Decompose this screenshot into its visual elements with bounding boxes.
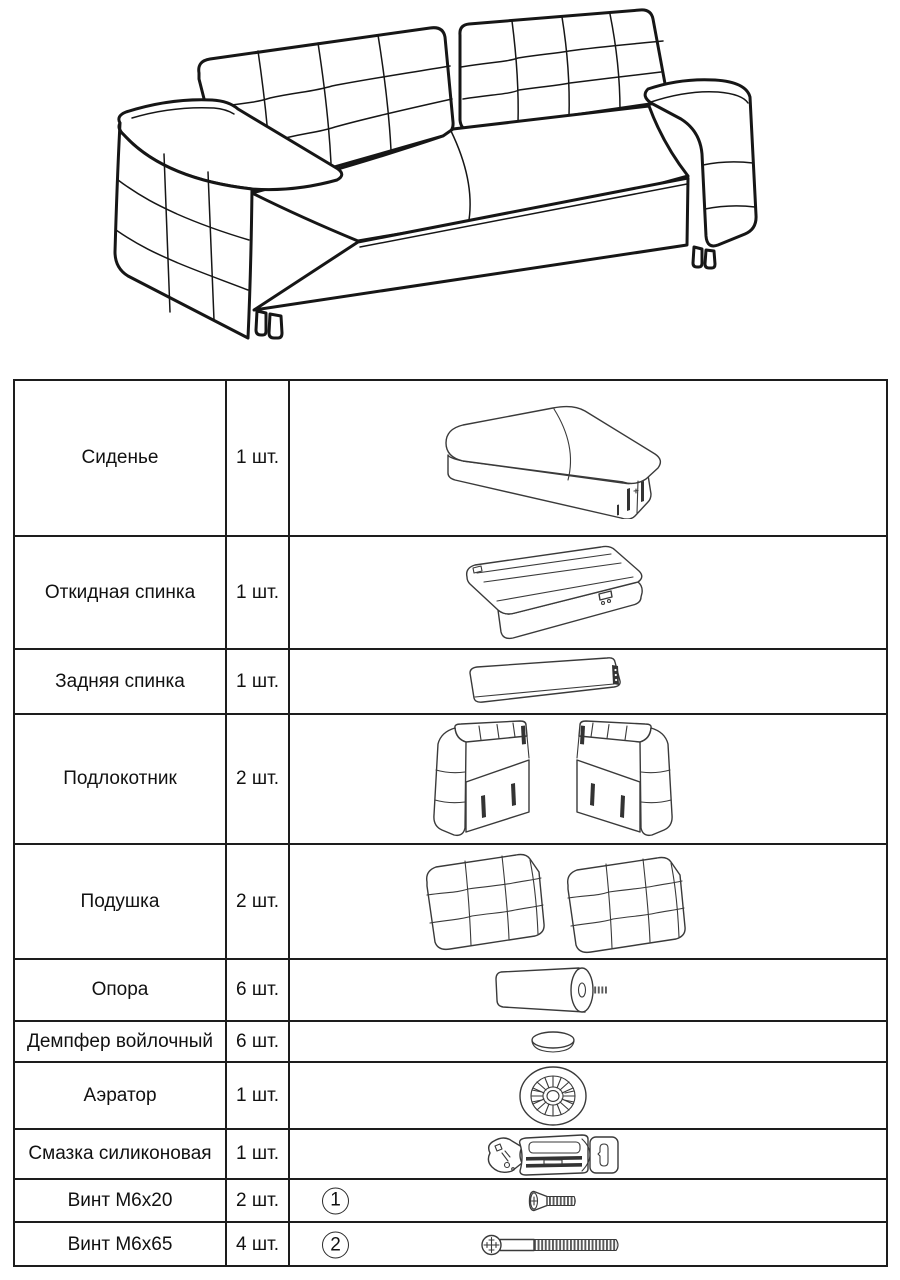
table-row — [15, 1178, 886, 1221]
part-name: Смазка силиконовая — [15, 1130, 227, 1178]
part-illustration-cell — [290, 845, 886, 958]
part-number: 2 — [330, 1234, 341, 1255]
part-qty: 1 шт. — [227, 1130, 290, 1178]
part-qty: 1 шт. — [227, 1063, 290, 1128]
table-row — [15, 958, 886, 1020]
part-illustration-cell — [290, 1022, 886, 1061]
table-row — [15, 1020, 886, 1061]
part-name: Задняя спинка — [15, 650, 227, 713]
part-name: Подлокотник — [15, 715, 227, 843]
part-name: Подушка — [15, 845, 227, 958]
parts-table — [13, 379, 888, 1267]
part-qty: 1 шт. — [227, 537, 290, 648]
part-qty: 2 шт. — [227, 715, 290, 843]
part-qty: 6 шт. — [227, 960, 290, 1020]
part-name: Аэратор — [15, 1063, 227, 1128]
part-name: Демпфер войлочный — [15, 1022, 227, 1061]
table-row — [15, 1061, 886, 1128]
silicone-grease-illustration — [482, 1131, 624, 1177]
part-name: Винт М6х65 — [15, 1223, 227, 1267]
rear-back-panel-illustration — [463, 656, 643, 708]
part-name: Откидная спинка — [15, 537, 227, 648]
part-name: Опора — [15, 960, 227, 1020]
part-qty: 2 шт. — [227, 845, 290, 958]
sofa-illustration — [102, 2, 762, 354]
part-illustration-cell — [290, 1130, 886, 1178]
part-number-badge — [322, 1232, 349, 1259]
part-illustration-cell — [290, 381, 886, 535]
armrests-illustration — [423, 720, 683, 838]
part-number: 1 — [330, 1189, 341, 1211]
part-illustration-cell — [290, 1223, 886, 1267]
part-name: Сиденье — [15, 381, 227, 535]
screw-m6x65-illustration — [481, 1233, 626, 1257]
part-illustration-cell — [290, 1063, 886, 1128]
seat-illustration — [433, 397, 673, 519]
table-row — [15, 535, 886, 648]
part-number-badge — [322, 1187, 349, 1214]
table-row — [15, 381, 886, 535]
part-illustration-cell — [290, 715, 886, 843]
part-illustration-cell — [290, 1180, 886, 1221]
part-qty: 4 шт. — [227, 1223, 290, 1267]
sofa-line-drawing-svg — [102, 2, 762, 354]
folding-backrest-illustration — [453, 541, 653, 645]
table-row — [15, 843, 886, 958]
back-cushions-illustration — [418, 850, 688, 954]
part-illustration-cell — [290, 960, 886, 1020]
part-illustration-cell — [290, 537, 886, 648]
table-row — [15, 713, 886, 843]
screw-m6x20-illustration — [525, 1188, 581, 1214]
table-row — [15, 1221, 886, 1267]
support-leg-illustration — [491, 963, 616, 1017]
part-qty: 2 шт. — [227, 1180, 290, 1221]
part-qty: 1 шт. — [227, 381, 290, 535]
table-row — [15, 1128, 886, 1178]
felt-damper-illustration — [529, 1030, 577, 1054]
part-illustration-cell — [290, 650, 886, 713]
part-qty: 1 шт. — [227, 650, 290, 713]
part-qty: 6 шт. — [227, 1022, 290, 1061]
aerator-illustration — [517, 1065, 589, 1127]
table-row — [15, 648, 886, 713]
part-name: Винт М6х20 — [15, 1180, 227, 1221]
